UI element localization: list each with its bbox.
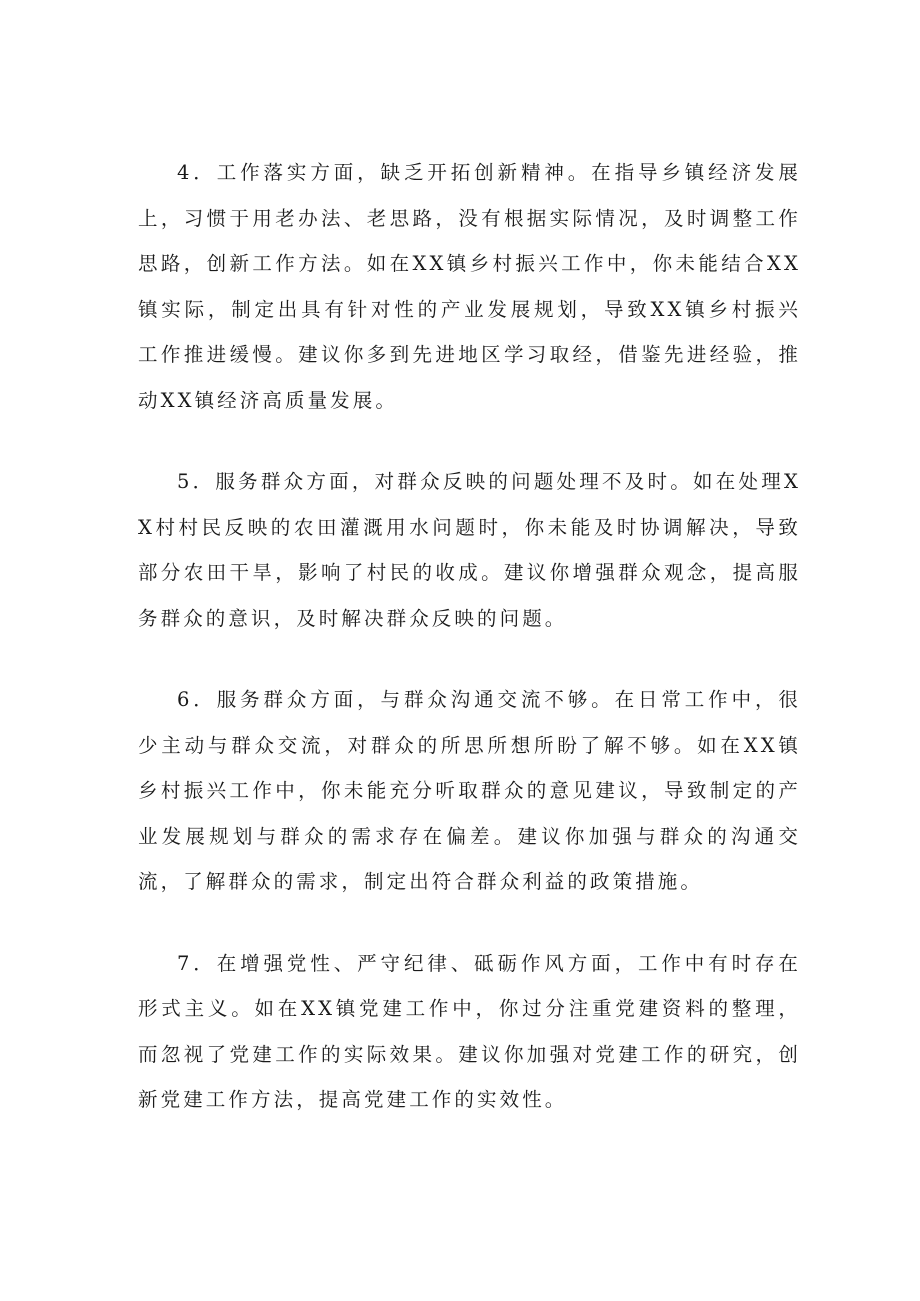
paragraph-item-6: 6．服务群众方面，与群众沟通交流不够。在日常工作中，很少主动与群众交流，对群众的所思所想所盼了解不够。如在XX镇乡村振兴工作中，你未能充分听取群众的意见建议，导致制定的产业发展规划与群众的需求存在偏差。建议你加强与群众的沟通交流，了解群众的需求，制定出符合群众利益的政策措施。 <box>138 688 801 893</box>
document-body <box>138 150 801 1159</box>
paragraph-item-5: 5．服务群众方面，对群众反映的问题处理不及时。如在处理XX村村民反映的农田灌溉用水问题时，你未能及时协调解决，导致部分农田干旱，影响了村民的收成。建议你增强群众观念，提高服务群众的意识，及时解决群众反映的问题。 <box>138 470 801 630</box>
paragraph-item-7: 7．在增强党性、严守纪律、砥砺作风方面，工作中有时存在形式主义。如在XX镇党建工作中，你过分注重党建资料的整理，而忽视了党建工作的实际效果。建议你加强对党建工作的研究，创新党建工作方法，提高党建工作的实效性。 <box>138 951 801 1111</box>
paragraph-item-4: 4．工作落实方面，缺乏开拓创新精神。在指导乡镇经济发展上，习惯于用老办法、老思路，没有根据实际情况，及时调整工作思路，创新工作方法。如在XX镇乡村振兴工作中，你未能结合XX镇实际，制定出具有针对性的产业发展规划，导致XX镇乡村振兴工作推进缓慢。建议你多到先进地区学习取经，借鉴先进经验，推动XX镇经济高质量发展。 <box>138 161 801 412</box>
